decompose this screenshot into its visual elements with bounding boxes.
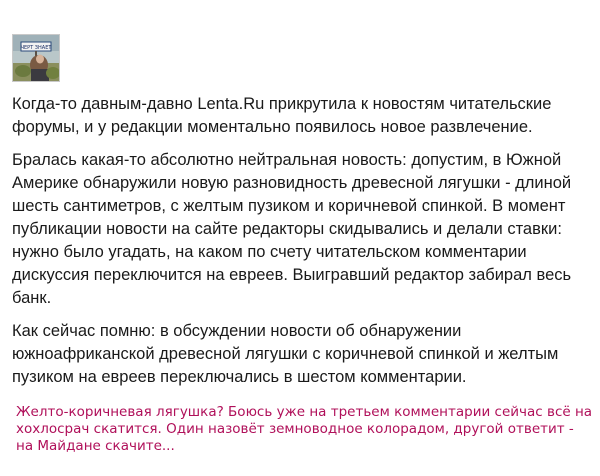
post-paragraph-2: Бралась какая-то абсолютно нейтральная новость: допустим, в Южной Америке обнаружили новую разновидность древесной лягушки - длиной шесть сантиметров, с желтым пузиком и коричневой спинкой. В момент публикации новости на сайте редакторы скидывались и делали ставки: нужно было угадать, на каком по счету читательском комментарии дискуссия переключится на евреев. Выигравший редактор забирал весь банк. — [12, 151, 572, 307]
comment-text: Желто-коричневая лягушка? Боюсь уже на третьем комментарии сейчас всё на хохлосрач скатится. Один назовёт земноводное колорадом, другой ответит - на Майдане скачите... — [16, 404, 593, 454]
avatar[interactable] — [12, 34, 60, 82]
user-avatar-photo-icon — [13, 35, 59, 81]
post-paragraph-1: Когда-то давным-давно Lenta.Ru прикрутила к новостям читательские форумы, и у редакции моментально появилось новое развлечение. — [12, 95, 552, 136]
avatar-sign-text: ЧЕРТ ЗНАЕТ — [20, 45, 52, 51]
post-paragraph-3: Как сейчас помню: в обсуждении новости об обнаружении южноафриканской древесной лягушки с коричневой спинкой и желтым пузиком на евреев переключались в шестом комментарии. — [12, 322, 559, 386]
post-body — [12, 93, 592, 399]
